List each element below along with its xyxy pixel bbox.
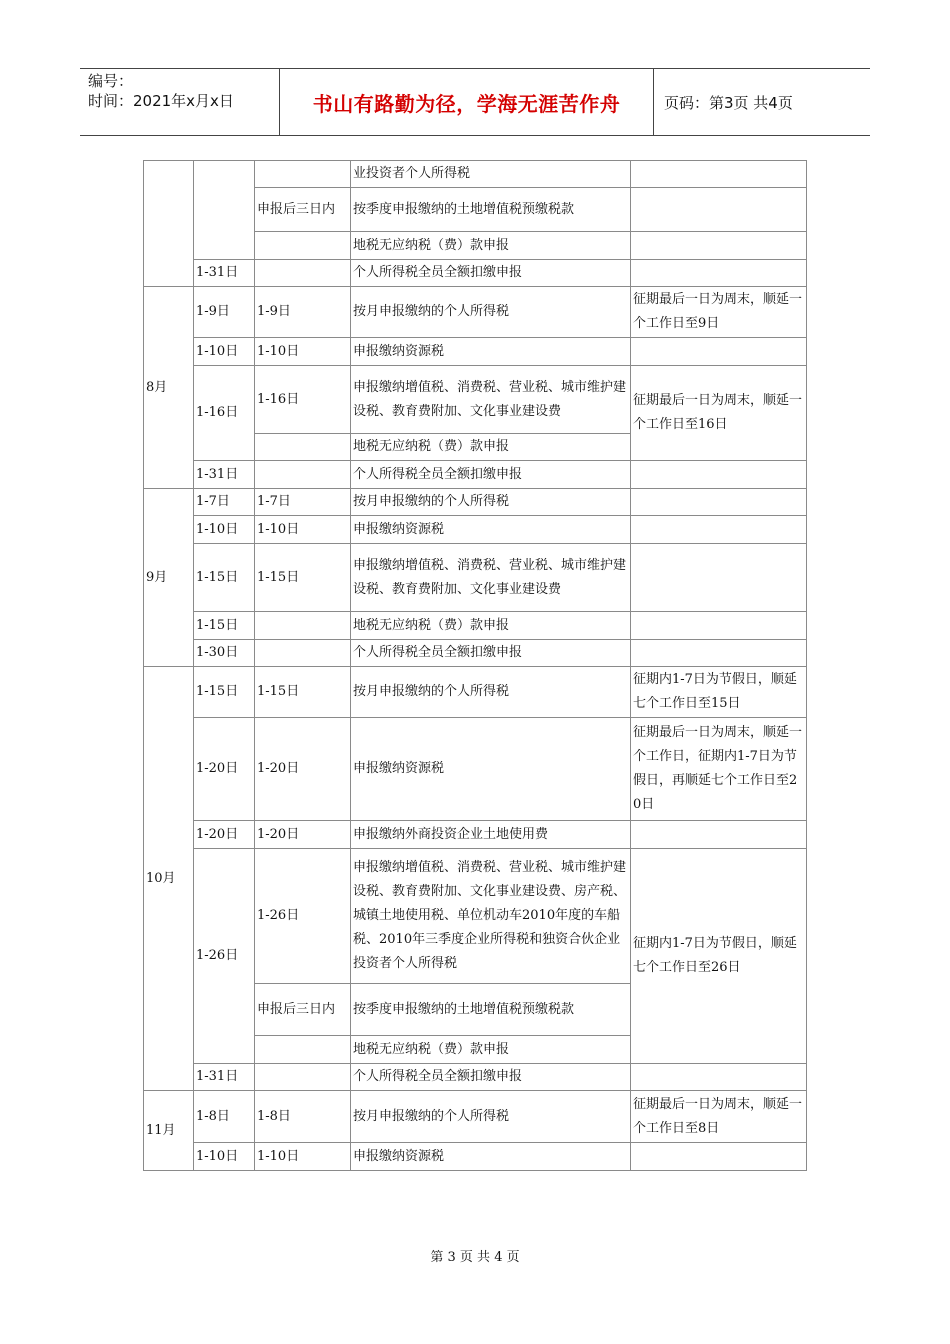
period-cell [255, 232, 351, 260]
period-cell [255, 461, 351, 489]
deadline-cell: 1-31日 [194, 260, 255, 287]
document-number-label: 编号： [88, 72, 134, 90]
note-cell [631, 489, 807, 516]
item-cell: 按季度申报缴纳的土地增值税预缴税款 [351, 984, 631, 1036]
note-cell: 征期最后一日为周末，顺延一个工作日至9日 [631, 287, 807, 338]
table-row [144, 544, 807, 612]
table-row [144, 260, 807, 287]
period-cell: 1-20日 [255, 821, 351, 849]
period-cell: 申报后三日内 [255, 188, 351, 232]
table-row [144, 667, 807, 718]
period-cell: 1-10日 [255, 516, 351, 544]
header-motto: 书山有路勤为径，学海无涯苦作舟 [280, 69, 654, 135]
period-cell: 1-10日 [255, 338, 351, 366]
deadline-cell: 1-9日 [194, 287, 255, 338]
deadline-cell: 1-10日 [194, 338, 255, 366]
month-cell: 10月 [144, 667, 194, 1091]
document-date-label: 时间：2021年x月x日 [88, 92, 234, 110]
period-cell: 1-15日 [255, 667, 351, 718]
item-cell: 业投资者个人所得税 [351, 161, 631, 188]
page-header [80, 68, 870, 136]
tax-calendar-table [143, 160, 807, 1171]
note-cell [631, 461, 807, 489]
header-meta [80, 69, 280, 135]
item-cell: 地税无应纳税（费）款申报 [351, 1036, 631, 1064]
table-row [144, 287, 807, 338]
header-page-label: 页码：第3页 共4页 [664, 93, 793, 112]
period-cell [255, 434, 351, 461]
note-cell [631, 188, 807, 232]
deadline-cell: 1-20日 [194, 821, 255, 849]
deadline-cell: 1-31日 [194, 461, 255, 489]
note-cell [631, 338, 807, 366]
period-cell: 1-16日 [255, 366, 351, 434]
table-row [144, 489, 807, 516]
table-row [144, 461, 807, 489]
table-row [144, 612, 807, 640]
note-cell [631, 1064, 807, 1091]
deadline-cell: 1-20日 [194, 718, 255, 821]
deadline-cell [194, 161, 255, 260]
item-cell: 按月申报缴纳的个人所得税 [351, 287, 631, 338]
period-cell: 1-20日 [255, 718, 351, 821]
note-cell [631, 544, 807, 612]
deadline-cell: 1-30日 [194, 640, 255, 667]
item-cell: 申报缴纳资源税 [351, 718, 631, 821]
note-cell: 征期最后一日为周末，顺延一个工作日至16日 [631, 366, 807, 461]
deadline-cell: 1-31日 [194, 1064, 255, 1091]
note-cell: 征期最后一日为周末，顺延一个工作日至8日 [631, 1091, 807, 1143]
period-cell: 1-10日 [255, 1143, 351, 1171]
note-cell: 征期最后一日为周末，顺延一个工作日，征期内1-7日为节假日，再顺延七个工作日至20日 [631, 718, 807, 821]
period-cell: 1-15日 [255, 544, 351, 612]
deadline-cell: 1-10日 [194, 1143, 255, 1171]
period-cell: 1-8日 [255, 1091, 351, 1143]
deadline-cell: 1-26日 [194, 849, 255, 1064]
item-cell: 地税无应纳税（费）款申报 [351, 612, 631, 640]
item-cell: 地税无应纳税（费）款申报 [351, 434, 631, 461]
note-cell [631, 612, 807, 640]
table-row [144, 338, 807, 366]
period-cell [255, 260, 351, 287]
table-row [144, 366, 807, 434]
table-row [144, 161, 807, 188]
table-row [144, 849, 807, 984]
table-row [144, 516, 807, 544]
deadline-cell: 1-7日 [194, 489, 255, 516]
page-footer: 第 3 页 共 4 页 [430, 1250, 520, 1265]
table-row [144, 821, 807, 849]
item-cell: 个人所得税全员全额扣缴申报 [351, 461, 631, 489]
item-cell: 个人所得税全员全额扣缴申报 [351, 260, 631, 287]
item-cell: 按季度申报缴纳的土地增值税预缴税款 [351, 188, 631, 232]
table-row [144, 1143, 807, 1171]
period-cell: 申报后三日内 [255, 984, 351, 1036]
note-cell: 征期内1-7日为节假日，顺延七个工作日至26日 [631, 849, 807, 1064]
month-cell [144, 161, 194, 287]
item-cell: 申报缴纳增值税、消费税、营业税、城市维护建设税、教育费附加、文化事业建设费 [351, 544, 631, 612]
note-cell [631, 1143, 807, 1171]
month-cell: 8月 [144, 287, 194, 489]
item-cell: 按月申报缴纳的个人所得税 [351, 1091, 631, 1143]
note-cell [631, 232, 807, 260]
item-cell: 按月申报缴纳的个人所得税 [351, 667, 631, 718]
deadline-cell: 1-8日 [194, 1091, 255, 1143]
deadline-cell: 1-16日 [194, 366, 255, 461]
item-cell: 申报缴纳资源税 [351, 516, 631, 544]
item-cell: 个人所得税全员全额扣缴申报 [351, 1064, 631, 1091]
period-cell [255, 161, 351, 188]
tax-calendar-table-wrapper [143, 160, 806, 1171]
month-cell: 11月 [144, 1091, 194, 1171]
deadline-cell: 1-15日 [194, 544, 255, 612]
note-cell [631, 161, 807, 188]
table-row [144, 640, 807, 667]
month-cell: 9月 [144, 489, 194, 667]
deadline-cell: 1-10日 [194, 516, 255, 544]
table-row [144, 1064, 807, 1091]
item-cell: 申报缴纳增值税、消费税、营业税、城市维护建设税、教育费附加、文化事业建设费 [351, 366, 631, 434]
item-cell: 个人所得税全员全额扣缴申报 [351, 640, 631, 667]
item-cell: 地税无应纳税（费）款申报 [351, 232, 631, 260]
deadline-cell: 1-15日 [194, 612, 255, 640]
item-cell: 申报缴纳增值税、消费税、营业税、城市维护建设税、教育费附加、文化事业建设费、房产税、城镇土地使用税、单位机动车2010年度的车船税、2010年三季度企业所得税和独资合伙企业投资者个人所得税 [351, 849, 631, 984]
note-cell [631, 821, 807, 849]
table-row [144, 718, 807, 821]
table-row [144, 1091, 807, 1143]
deadline-cell: 1-15日 [194, 667, 255, 718]
period-cell [255, 1036, 351, 1064]
item-cell: 申报缴纳资源税 [351, 1143, 631, 1171]
item-cell: 按月申报缴纳的个人所得税 [351, 489, 631, 516]
period-cell [255, 640, 351, 667]
period-cell: 1-26日 [255, 849, 351, 984]
note-cell: 征期内1-7日为节假日，顺延七个工作日至15日 [631, 667, 807, 718]
item-cell: 申报缴纳资源税 [351, 338, 631, 366]
period-cell [255, 1064, 351, 1091]
period-cell: 1-7日 [255, 489, 351, 516]
note-cell [631, 260, 807, 287]
note-cell [631, 516, 807, 544]
period-cell: 1-9日 [255, 287, 351, 338]
item-cell: 申报缴纳外商投资企业土地使用费 [351, 821, 631, 849]
period-cell [255, 612, 351, 640]
note-cell [631, 640, 807, 667]
